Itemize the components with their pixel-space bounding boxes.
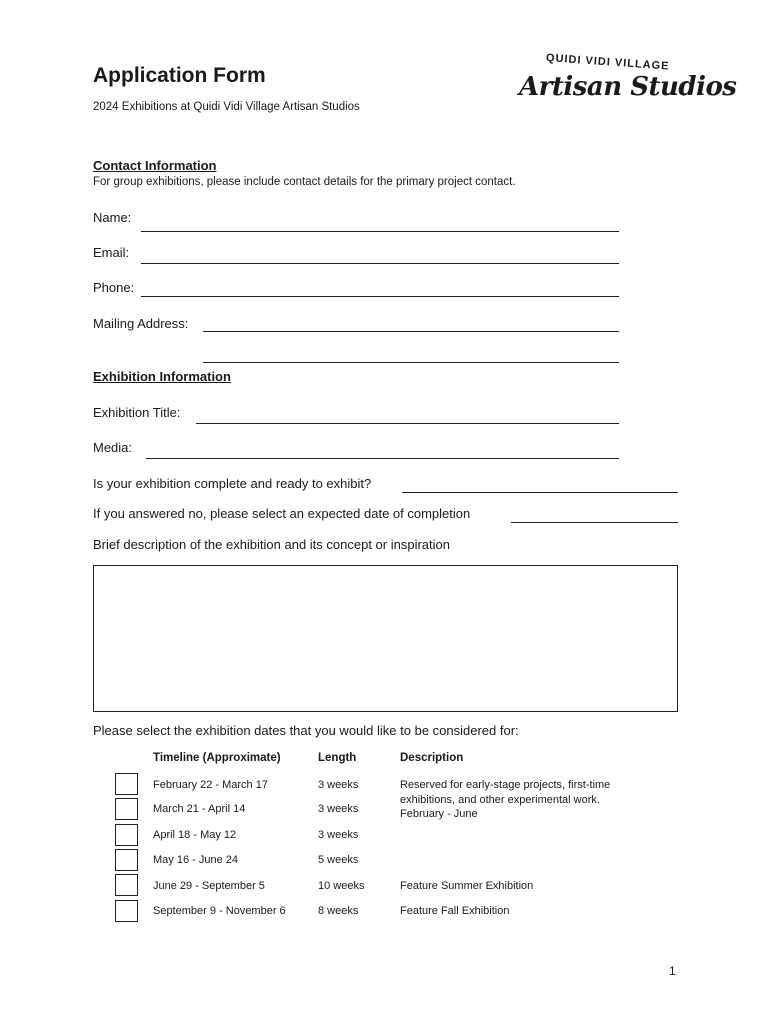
exhibition-title-label: Exhibition Title: xyxy=(93,405,181,420)
row-description: Feature Summer Exhibition xyxy=(400,880,534,892)
date-checkbox[interactable] xyxy=(115,798,138,820)
name-label: Name: xyxy=(93,210,132,225)
mailing-address-label: Mailing Address: xyxy=(93,316,189,331)
mailing-address-field-line-2[interactable] xyxy=(203,362,619,363)
logo-main-text: Artisan Studios xyxy=(519,72,737,102)
name-field[interactable] xyxy=(141,231,619,232)
early-stage-description-line: Reserved for early-stage projects, first-time xyxy=(400,779,611,791)
page-subtitle: 2024 Exhibitions at Quidi Vidi Village Artisan Studios xyxy=(93,101,360,113)
logo-top-text: QUIDI VIDI VILLAGE xyxy=(545,52,670,73)
row-timeline: May 16 - June 24 xyxy=(153,854,238,866)
media-label: Media: xyxy=(93,440,133,455)
phone-field[interactable] xyxy=(141,296,619,297)
early-stage-description-line: exhibitions, and other experimental work. xyxy=(400,793,600,806)
page-number: 1 xyxy=(669,964,676,978)
early-stage-description-line: February - June xyxy=(400,808,478,820)
media-field[interactable] xyxy=(146,458,619,459)
date-checkbox[interactable] xyxy=(115,849,138,871)
row-timeline: April 18 - May 12 xyxy=(153,829,237,841)
email-label: Email: xyxy=(93,245,130,260)
completion-date-field[interactable] xyxy=(511,522,678,523)
row-length: 10 weeks xyxy=(318,880,365,892)
page-title: Application Form xyxy=(93,64,266,87)
row-length: 3 weeks xyxy=(318,829,359,841)
exhibition-complete-field[interactable] xyxy=(402,492,678,493)
description-prompt: Brief description of the exhibition and its concept or inspiration xyxy=(93,537,450,552)
row-timeline: February 22 - March 17 xyxy=(153,779,268,791)
email-field[interactable] xyxy=(141,263,619,264)
header-length: Length xyxy=(318,752,357,764)
row-length: 3 weeks xyxy=(318,803,359,815)
contact-section-note: For group exhibitions, please include contact details for the primary project contact. xyxy=(93,176,516,188)
description-textarea[interactable] xyxy=(93,565,678,712)
contact-section-heading: Contact Information xyxy=(93,158,217,173)
row-length: 5 weeks xyxy=(318,854,359,866)
date-checkbox[interactable] xyxy=(115,824,138,846)
phone-label: Phone: xyxy=(93,280,135,295)
completion-date-question: If you answered no, please select an expected date of completion xyxy=(93,506,471,521)
exhibition-title-field[interactable] xyxy=(196,423,619,424)
row-timeline: March 21 - April 14 xyxy=(153,803,246,815)
early-stage-description xyxy=(400,778,650,822)
row-length: 3 weeks xyxy=(318,779,359,791)
dates-prompt: Please select the exhibition dates that you would like to be considered for: xyxy=(93,723,519,738)
row-timeline: June 29 - September 5 xyxy=(153,880,265,892)
date-checkbox[interactable] xyxy=(115,874,138,896)
row-length: 8 weeks xyxy=(318,905,359,917)
row-timeline: September 9 - November 6 xyxy=(153,905,286,917)
date-checkbox[interactable] xyxy=(115,773,138,795)
header-timeline: Timeline (Approximate) xyxy=(153,752,281,764)
date-checkbox[interactable] xyxy=(115,900,138,922)
exhibition-section-heading: Exhibition Information xyxy=(93,369,231,384)
mailing-address-field-line-1[interactable] xyxy=(203,331,619,332)
header-description: Description xyxy=(400,752,464,764)
exhibition-complete-question: Is your exhibition complete and ready to exhibit? xyxy=(93,476,372,491)
row-description: Feature Fall Exhibition xyxy=(400,905,510,917)
